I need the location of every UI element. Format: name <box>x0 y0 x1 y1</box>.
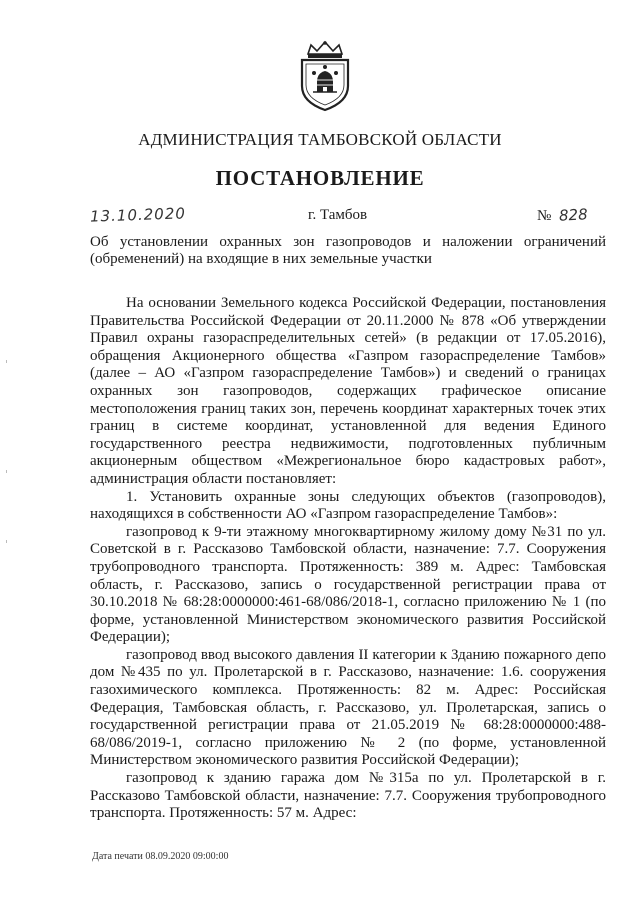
margin-mark <box>6 540 7 543</box>
body-paragraph: газопровод ввод высокого давления II категории к Зданию пожарного депо дом №435 по ул. Пролетарской в г. Рассказово, назначение: 1.6. сооружения газохимического комплекса. Протяженность: 82 м. Адрес: Российская Федерация, Тамбовская область, г. Рассказово, ул. Пролетарская, запись о государственной регистрации права от 21.05.2019 № 68:28:0000000:488-68/086/2019-1, согласно приложению № 2 (по форме, установленной Министерством экономического развития Российской Федерации); <box>90 646 606 769</box>
handwritten-number: 828 <box>558 205 589 225</box>
document-type-title: ПОСТАНОВЛЕНИЕ <box>215 166 425 190</box>
document-number <box>537 206 588 225</box>
margin-mark <box>6 470 7 473</box>
tambov-coat-of-arms-icon <box>296 40 354 112</box>
print-date-footer: Дата печати 08.09.2020 09:00:00 <box>92 851 229 862</box>
organization-title: АДМИНИСТРАЦИЯ ТАМБОВСКОЙ ОБЛАСТИ <box>138 130 502 149</box>
document-subject: Об установлении охранных зон газопроводов и наложении ограничений (обременений) на входящие в них земельные участки <box>90 234 606 267</box>
body-paragraph: газопровод к 9-ти этажному многоквартирному жилому дому №31 по ул. Советской в г. Рассказово Тамбовской области, назначение: 7.7. Сооружения трубопроводного транспорта. Протяженность: 389 м. Адрес: Тамбовская область, г. Рассказово, запись о государственной регистрации права от 30.10.2018 № 68:28:0000000:461-68/086/2018-1, согласно приложению № 1 (по форме, установленной Министерством экономического развития Российской Федерации); <box>90 523 606 646</box>
document-body <box>90 295 606 823</box>
body-paragraph: На основании Земельного кодекса Российской Федерации, постановления Правительства Российской Федерации от 20.11.2000 № 878 «Об утверждении Правил охраны газораспределительных сетей» (в редакции от 17.05.2016), обращения Акционерного общества «Газпром газораспределение Тамбов» (далее – АО «Газпром газораспределение Тамбов») и сведений о границах охранных зон газопроводов, содержащих графическое описание местоположения границ таких зон, перечень координат характерных точек этих границ в системе координат, установленной для ведения Единого государственного реестра недвижимости, подготовленных публичным акционерным обществом «Межрегиональное бюро кадастровых работ», администрация области постановляет: <box>90 295 606 487</box>
number-prefix: № <box>537 208 552 224</box>
margin-mark <box>6 360 7 363</box>
handwritten-date: 13.10.2020 <box>89 204 187 226</box>
city: г. Тамбов <box>308 207 368 223</box>
body-paragraph: газопровод к зданию гаража дом №315а по ул. Пролетарской в г. Рассказово Тамбовской области, назначение: 7.7. Сооружения трубопроводного транспорта. Протяженность: 57 м. Адрес: <box>90 770 606 822</box>
body-paragraph: 1. Установить охранные зоны следующих объектов (газопроводов), находящихся в собственности АО «Газпром газораспределение Тамбов»: <box>90 488 606 523</box>
